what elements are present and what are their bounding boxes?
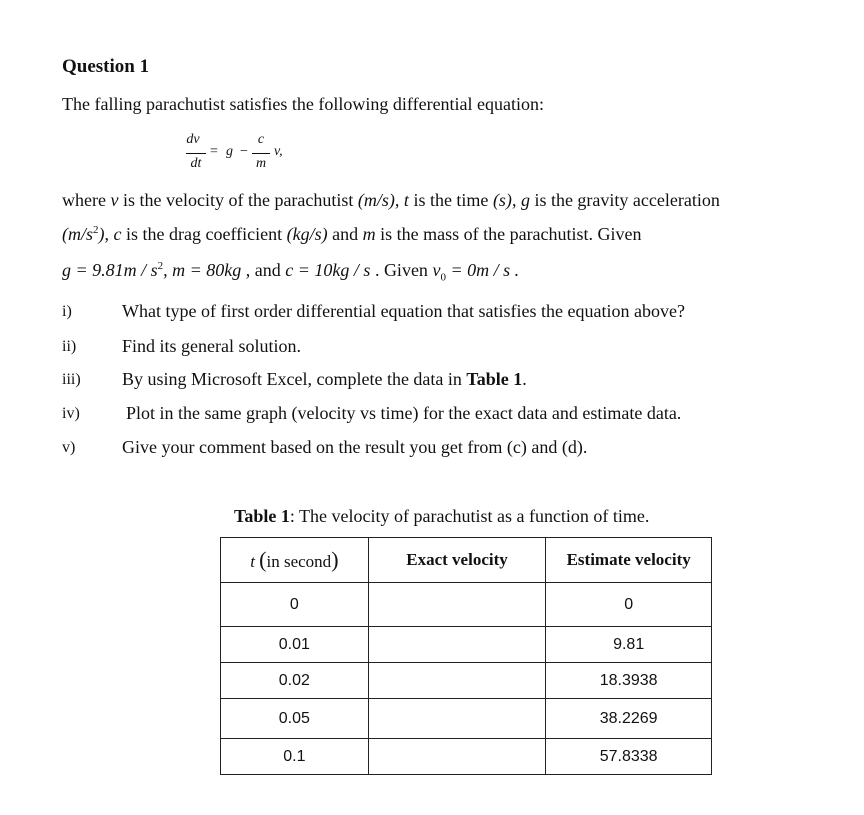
cell-time: 0.02 <box>221 663 369 699</box>
cell-exact <box>368 739 546 775</box>
velocity-table <box>220 537 712 775</box>
item-text: Plot in the same graph (velocity vs time) for the exact data and estimate data. <box>126 403 682 423</box>
eq-fraction-bar-2 <box>252 153 270 154</box>
eq-dv: dv <box>186 132 200 147</box>
given-values: $g = 9.81m / s^2$, m = 80kg , and c = 10kg / s . Given $v_0 = 0m / s$ . <box>62 260 520 284</box>
question-title: Question 1 <box>62 56 150 77</box>
cell-estimate: 18.3938 <box>546 663 712 699</box>
table-row <box>221 627 712 663</box>
eq-dt: dt <box>190 156 202 171</box>
header-time: t (in second) <box>221 538 369 583</box>
item-number: i) <box>62 303 72 320</box>
table-row <box>221 739 712 775</box>
table-caption: Table 1: The velocity of parachutist as a function of time. <box>234 506 650 526</box>
cell-exact <box>368 663 546 699</box>
cell-exact <box>368 583 546 627</box>
table-row <box>221 583 712 627</box>
cell-time: 0.01 <box>221 627 369 663</box>
definition-line-1: where v is the velocity of the parachutist (m/s), t is the time (s), g is the gravity acceleration <box>62 190 720 210</box>
item-text: Give your comment based on the result you get from (c) and (d). <box>122 437 588 457</box>
cell-estimate: 38.2269 <box>546 699 712 739</box>
cell-exact <box>368 699 546 739</box>
differential-equation <box>186 132 326 178</box>
definition-line-2: $(m/s^2)$, c is the drag coefficient (kg/s) and m is the mass of the parachutist. Given <box>62 224 642 244</box>
eq-v: v, <box>274 144 283 159</box>
item-text: What type of first order differential equation that satisfies the equation above? <box>122 301 685 321</box>
header-estimate-velocity: Estimate velocity <box>546 538 712 583</box>
eq-c: c <box>257 132 265 147</box>
item-number: iv) <box>62 405 80 422</box>
table-row <box>221 663 712 699</box>
cell-time: 0.1 <box>221 739 369 775</box>
cell-time: 0 <box>221 583 369 627</box>
cell-estimate: 57.8338 <box>546 739 712 775</box>
header-exact-velocity: Exact velocity <box>368 538 546 583</box>
item-number: v) <box>62 439 76 456</box>
cell-estimate: 0 <box>546 583 712 627</box>
cell-exact <box>368 627 546 663</box>
item-text: Find its general solution. <box>122 336 301 356</box>
cell-estimate: 9.81 <box>546 627 712 663</box>
eq-fraction-bar <box>186 153 206 154</box>
table-row <box>221 699 712 739</box>
item-text: By using Microsoft Excel, complete the data in Table 1. <box>122 369 527 389</box>
eq-minus: − <box>240 144 248 159</box>
item-number: iii) <box>62 371 81 388</box>
item-number: ii) <box>62 338 77 355</box>
eq-g: g <box>226 144 233 159</box>
header-time-label: in second <box>266 552 332 571</box>
eq-equals: = <box>210 144 218 159</box>
eq-m: m <box>255 156 267 171</box>
cell-time: 0.05 <box>221 699 369 739</box>
intro-text: The falling parachutist satisfies the following differential equation: <box>62 94 545 114</box>
table-header-row <box>221 538 712 583</box>
